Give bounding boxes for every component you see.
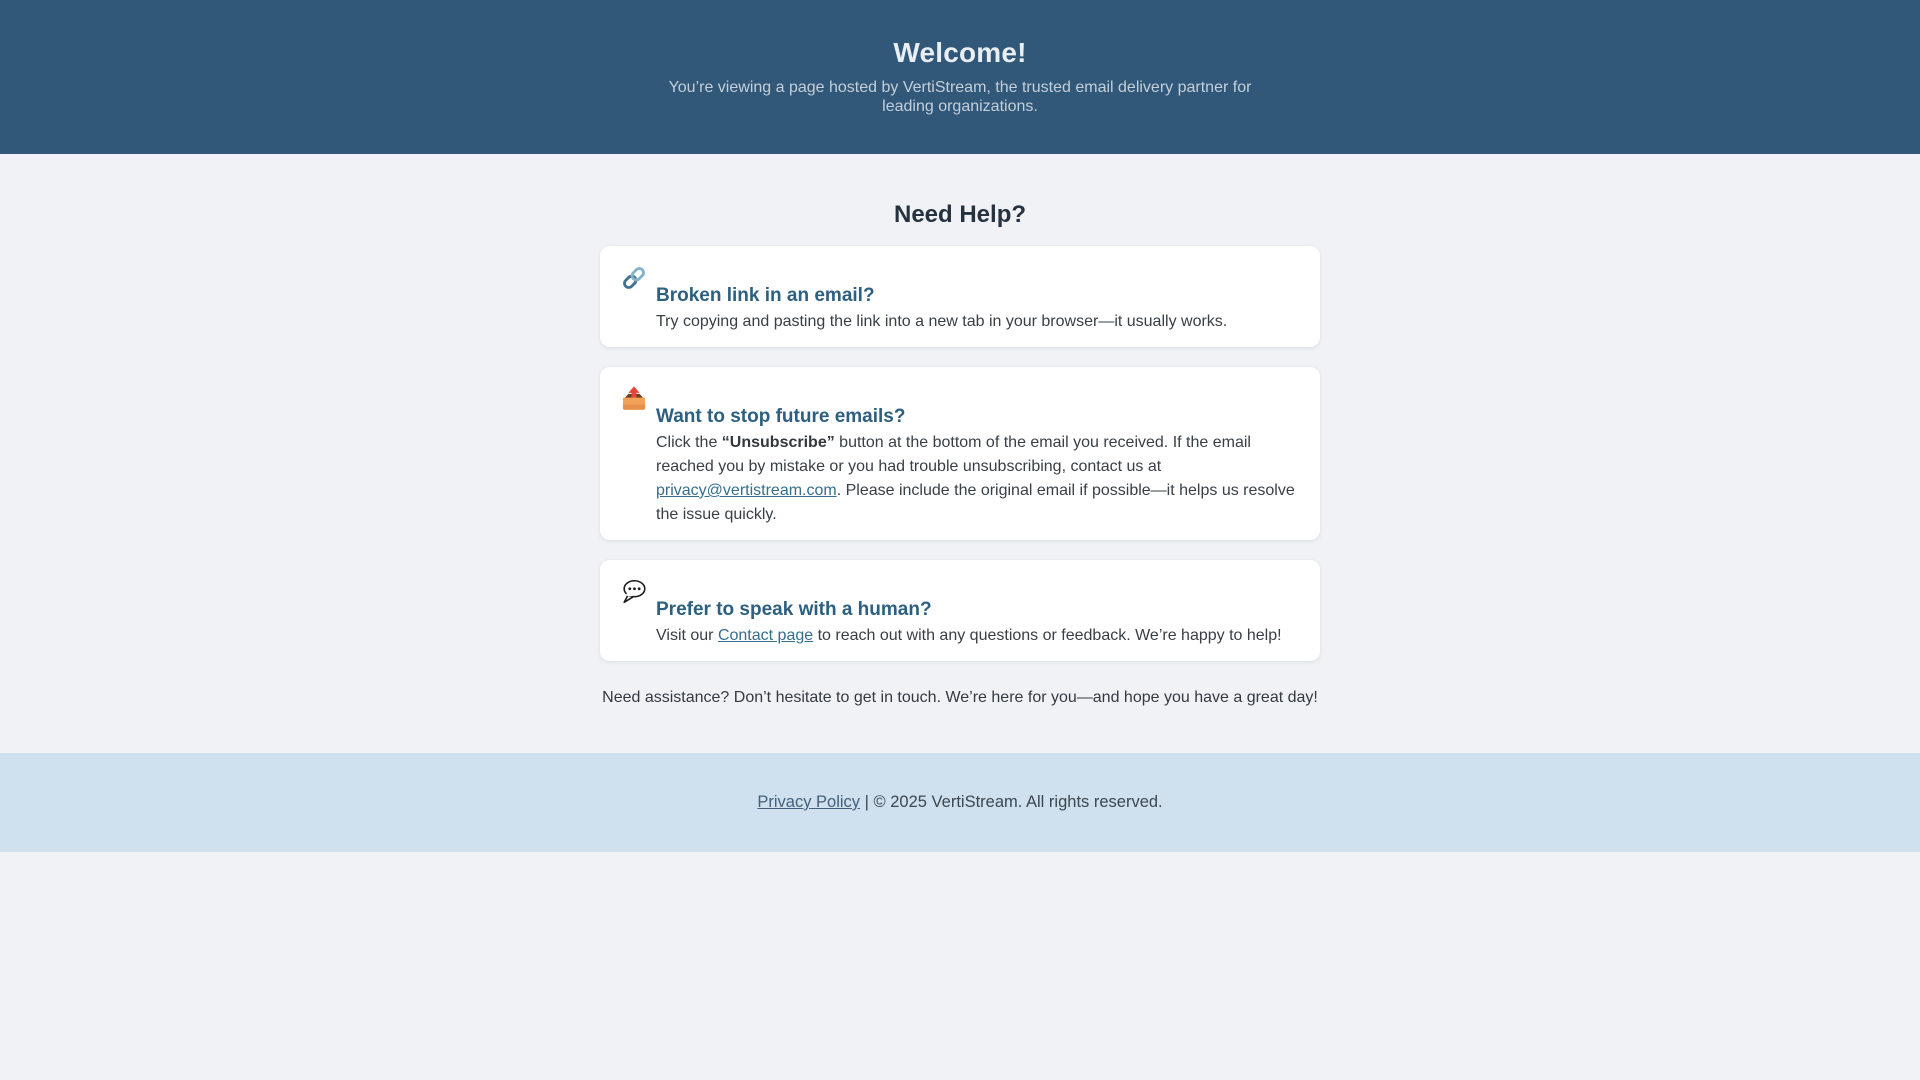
card-text-segment: button at the bottom of the email you received. If the email reached you by mistake or you had trouble unsubscribing, contact us at (656, 434, 1251, 475)
footer-copyright: | © 2025 VertiStream. All rights reserved. (860, 793, 1163, 811)
speech-balloon-icon (619, 577, 649, 607)
card-text-segment: to reach out with any questions or feedback. We’re happy to help! (813, 627, 1282, 644)
outbox-tray-icon (619, 384, 649, 414)
card-text (656, 431, 1296, 527)
card-text-segment: Visit our (656, 627, 718, 644)
footer (0, 753, 1920, 852)
card-text-segment: . Please include the original email if possible—it helps us resolve the issue quickly. (656, 482, 1295, 523)
card-text-segment: Try copying and pasting the link into a new tab in your browser—it usually works. (656, 313, 1228, 330)
card-content (656, 577, 1282, 648)
privacy-policy-link[interactable]: Privacy Policy (757, 793, 861, 811)
card-content (656, 263, 1227, 334)
privacy-email-link[interactable]: privacy@vertistream.com (656, 482, 837, 499)
card-title: Prefer to speak with a human? (656, 599, 932, 620)
page-title: Welcome! (893, 37, 1027, 69)
need-help-heading: Need Help? (893, 201, 1027, 228)
assistance-note: Need assistance? Don’t hesitate to get in touch. We’re here for you—and hope you have a great day! (602, 689, 1318, 706)
card-text (656, 310, 1227, 334)
footer-text (757, 793, 1162, 812)
card-content (656, 384, 1296, 527)
unsubscribe-emphasis: “Unsubscribe” (721, 434, 835, 451)
card-title: Broken link in an email? (656, 285, 875, 306)
card-broken-link (600, 246, 1320, 347)
card-contact-human (600, 560, 1320, 661)
link-icon (619, 263, 649, 293)
header-banner (0, 0, 1920, 154)
header-subtitle: You’re viewing a page hosted by VertiStream, the trusted email delivery partner for leading organizations. (668, 79, 1252, 115)
card-text (656, 624, 1282, 648)
card-text-segment: Click the (656, 434, 722, 451)
card-title: Want to stop future emails? (656, 406, 906, 427)
contact-page-link[interactable]: Contact page (717, 627, 814, 644)
main-content (600, 154, 1320, 753)
card-stop-emails (600, 367, 1320, 540)
